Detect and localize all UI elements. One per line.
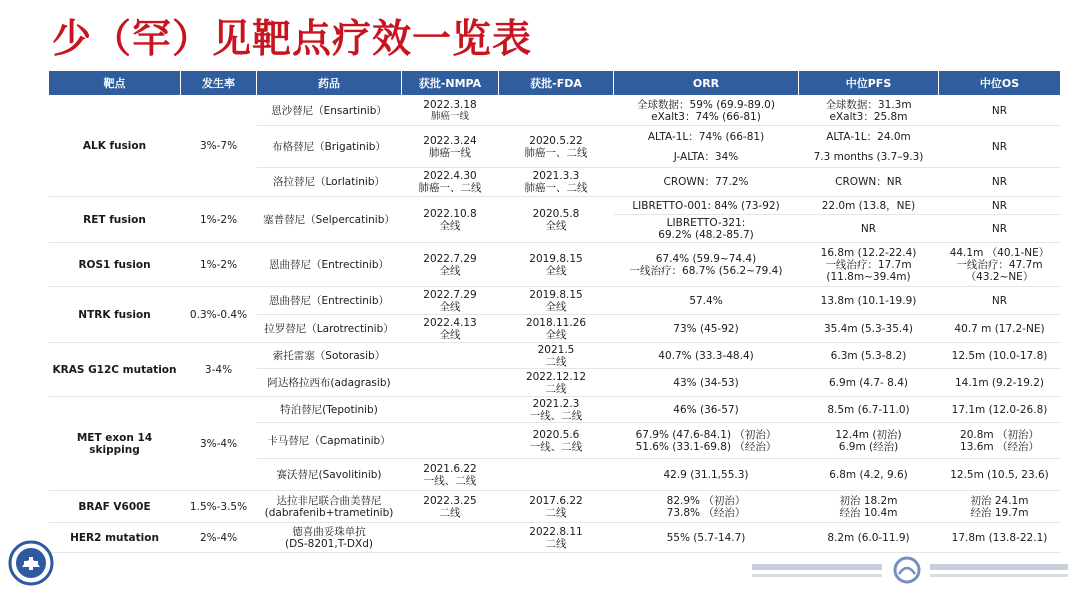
target-name: ALK fusion [49,96,181,197]
table-row [49,197,1061,215]
table-row [49,491,1061,523]
drug-name: 恩曲替尼（Entrectinib） [257,287,402,315]
orr-value: 57.4% [614,287,799,315]
nmpa-approval [402,397,499,423]
incidence-rate: 3%-4% [181,397,257,491]
fda-approval: 2020.5.6 一线、二线 [499,423,614,459]
os-value: 14.1m (9.2-19.2) [939,369,1061,397]
header-pfs: 中位PFS [799,71,939,96]
pfs-value: 6.9m (4.7- 8.4) [799,369,939,397]
header-fda: 获批-FDA [499,71,614,96]
header-nmpa: 获批-NMPA [402,71,499,96]
orr-value: 全球数据：59% (69.9-89.0) eXalt3：74% (66-81) [614,96,799,126]
nmpa-approval: 2022.4.13 全线 [402,315,499,343]
fda-approval [499,459,614,491]
header-drug: 药品 [257,71,402,96]
fda-approval: 2021.2.3 一线、二线 [499,397,614,423]
pfs-value: 8.5m (6.7-11.0) [799,397,939,423]
drug-name: 赛沃替尼(Savolitinib) [257,459,402,491]
pfs-value: ALTA-1L：24.0m 7.3 months (3.7–9.3) [799,126,939,168]
drug-name: 拉罗替尼（Larotrectinib） [257,315,402,343]
os-value: NR [939,215,1061,243]
nmpa-approval [402,423,499,459]
orr-value: 73% (45-92) [614,315,799,343]
nmpa-approval: 2022.3.18 肺癌一线 [402,96,499,126]
pfs-value: NR [799,215,939,243]
nmpa-approval [402,369,499,397]
os-value: NR [939,287,1061,315]
os-value: 12.5m (10.5, 23.6) [939,459,1061,491]
os-value: 12.5m (10.0-17.8) [939,343,1061,369]
target-name: BRAF V600E [49,491,181,523]
table-row [49,96,1061,126]
nmpa-approval: 2022.3.24 肺癌一线 [402,126,499,168]
orr-value: LIBRETTO-001: 84% (73-92) [614,197,799,215]
fda-approval: 2017.6.22 二线 [499,491,614,523]
incidence-rate: 1%-2% [181,197,257,243]
os-value: NR [939,197,1061,215]
fda-approval: 2020.5.22 肺癌一、二线 [499,126,614,168]
orr-value: 42.9 (31.1,55.3) [614,459,799,491]
drug-name: 达拉非尼联合曲美替尼 (dabrafenib+trametinib) [257,491,402,523]
drug-name: 洛拉替尼（Lorlatinib） [257,168,402,197]
fda-approval [499,96,614,126]
os-value: 40.7 m (17.2-NE) [939,315,1061,343]
os-value: 44.1m （40.1-NE） 一线治疗：47.7m （43.2~NE） [939,243,1061,287]
os-value: NR [939,168,1061,197]
orr-value: 67.9% (47.6-84.1) （初治） 51.6% (33.1-69.8) （经治） [614,423,799,459]
drug-name: 索托雷塞（Sotorasib） [257,343,402,369]
orr-value: ALTA-1L：74% (66-81) J-ALTA：34% [614,126,799,168]
table-row [49,287,1061,315]
nmpa-approval [402,343,499,369]
fda-approval: 2018.11.26 全线 [499,315,614,343]
pfs-value: 35.4m (5.3-35.4) [799,315,939,343]
table-row [49,243,1061,287]
pfs-value: CROWN：NR [799,168,939,197]
orr-value: 67.4% (59.9~74.4) 一线治疗：68.7% (56.2~79.4) [614,243,799,287]
fda-approval: 2021.5 二线 [499,343,614,369]
os-value: 17.8m (13.8-22.1) [939,523,1061,553]
page-title: 少（罕）见靶点疗效一览表 [52,17,533,62]
nmpa-approval: 2022.4.30 肺癌一、二线 [402,168,499,197]
pfs-value: 全球数据：31.3m eXalt3：25.8m [799,96,939,126]
header-os: 中位OS [939,71,1061,96]
orr-value: 43% (34-53) [614,369,799,397]
hospital-logo-right-icon [752,556,1072,584]
table-row [49,343,1061,369]
target-name: KRAS G12C mutation [49,343,181,397]
table-row [49,523,1061,553]
os-value: NR [939,126,1061,168]
header-target: 靶点 [49,71,181,96]
pfs-value: 22.0m (13.8，NE) [799,197,939,215]
orr-value: 55% (5.7-14.7) [614,523,799,553]
incidence-rate: 1.5%-3.5% [181,491,257,523]
nmpa-approval: 2022.7.29 全线 [402,287,499,315]
os-value: 17.1m (12.0-26.8) [939,397,1061,423]
pfs-value: 16.8m (12.2-22.4) 一线治疗：17.7m (11.8m~39.4m) [799,243,939,287]
header-orr: ORR [614,71,799,96]
drug-name: 卡马替尼（Capmatinib） [257,423,402,459]
pfs-value: 6.3m (5.3-8.2) [799,343,939,369]
nmpa-approval: 2021.6.22 一线、二线 [402,459,499,491]
orr-value: 82.9% （初治） 73.8% （经治） [614,491,799,523]
nmpa-approval: 2022.3.25 二线 [402,491,499,523]
table-header [49,71,1061,96]
incidence-rate: 3%-7% [181,96,257,197]
target-name: RET fusion [49,197,181,243]
incidence-rate: 2%-4% [181,523,257,553]
header-incidence: 发生率 [181,71,257,96]
drug-name: 阿达格拉西布(adagrasib) [257,369,402,397]
drug-name: 塞普替尼（Selpercatinib） [257,197,402,243]
drug-name: 布格替尼（Brigatinib） [257,126,402,168]
pfs-value: 8.2m (6.0-11.9) [799,523,939,553]
fda-approval: 2019.8.15 全线 [499,243,614,287]
nmpa-approval: 2022.10.8 全线 [402,197,499,243]
fda-approval: 2022.8.11 二线 [499,523,614,553]
incidence-rate: 1%-2% [181,243,257,287]
target-name: ROS1 fusion [49,243,181,287]
orr-value: 46% (36-57) [614,397,799,423]
fda-approval: 2021.3.3 肺癌一、二线 [499,168,614,197]
target-name: HER2 mutation [49,523,181,553]
pfs-value: 12.4m (初治) 6.9m (经治) [799,423,939,459]
pfs-value: 13.8m (10.1-19.9) [799,287,939,315]
pfs-value: 6.8m (4.2, 9.6) [799,459,939,491]
drug-name: 特泊替尼(Tepotinib) [257,397,402,423]
incidence-rate: 0.3%-0.4% [181,287,257,343]
orr-value: CROWN：77.2% [614,168,799,197]
fda-approval: 2022.12.12 二线 [499,369,614,397]
orr-value: 40.7% (33.3-48.4) [614,343,799,369]
fda-approval: 2019.8.15 全线 [499,287,614,315]
pfs-value: 初治 18.2m 经治 10.4m [799,491,939,523]
fda-approval: 2020.5.8 全线 [499,197,614,243]
os-value: 初治 24.1m 经治 19.7m [939,491,1061,523]
nmpa-approval [402,523,499,553]
nmpa-approval: 2022.7.29 全线 [402,243,499,287]
hospital-logo-left-icon [8,540,54,586]
os-value: NR [939,96,1061,126]
table-row [49,397,1061,423]
drug-name: 德喜曲妥珠单抗 (DS-8201,T-DXd) [257,523,402,553]
incidence-rate: 3-4% [181,343,257,397]
drug-name: 恩沙替尼（Ensartinib） [257,96,402,126]
os-value: 20.8m （初治） 13.6m （经治） [939,423,1061,459]
target-name: MET exon 14 skipping [49,397,181,491]
efficacy-table [48,70,1061,553]
drug-name: 恩曲替尼（Entrectinib） [257,243,402,287]
target-name: NTRK fusion [49,287,181,343]
orr-value: LIBRETTO-321: 69.2% (48.2-85.7) [614,215,799,243]
